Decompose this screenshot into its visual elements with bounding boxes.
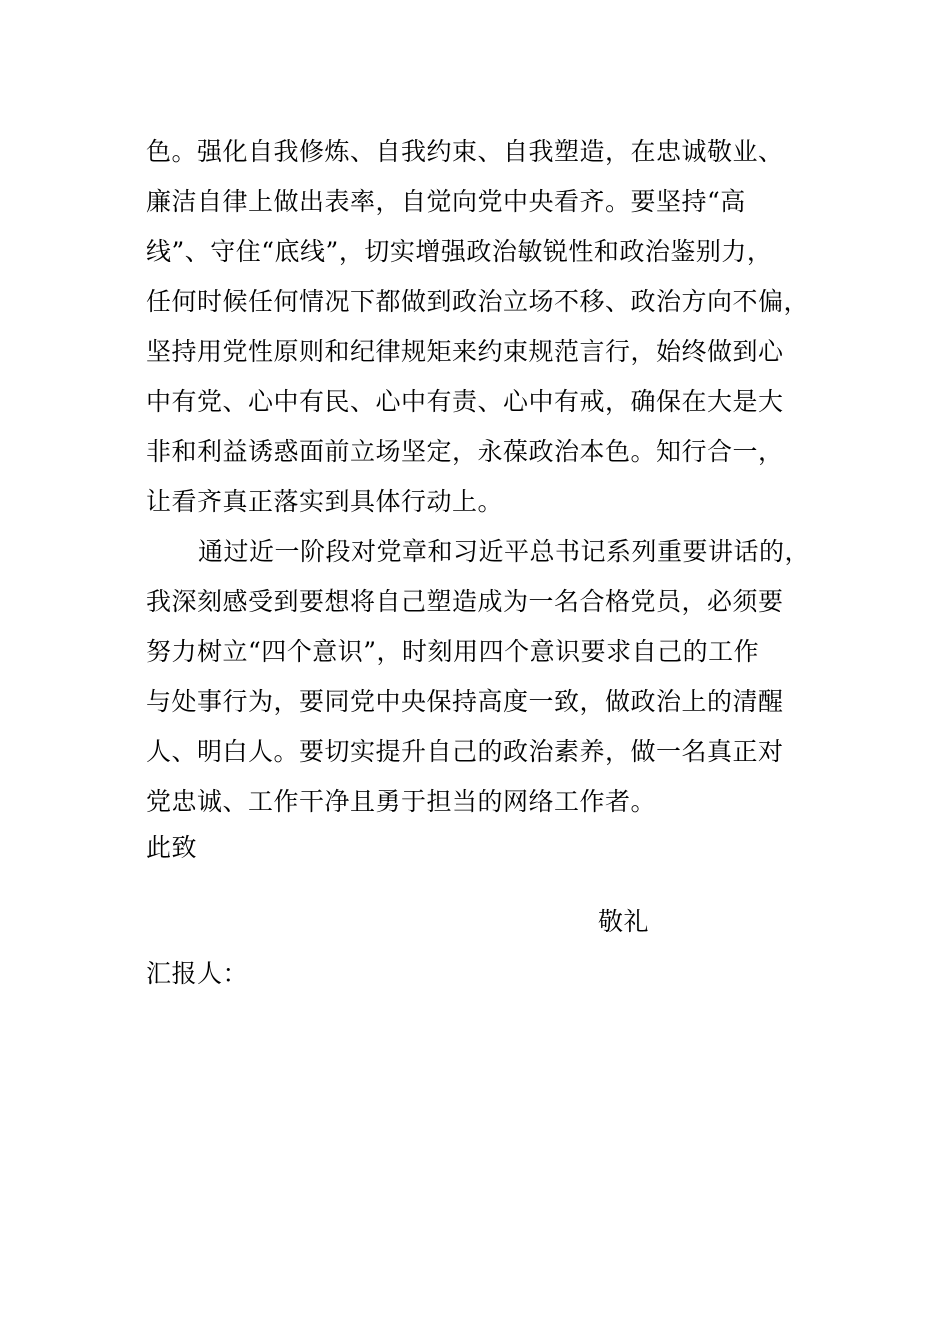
paragraph-1-line-6: 中有党、心中有民、心中有责、心中有戒，确保在大是大: [146, 387, 784, 416]
paragraph-1-line-5: 坚持用党性原则和纪律规矩来约束规范言行，始终做到心: [146, 337, 784, 366]
closing-salutation: 此致: [146, 833, 198, 862]
paragraph-2-line-2: 我深刻感受到要想将自己塑造成为一名合格党员，必须要: [146, 587, 784, 616]
paragraph-2-line-3: 努力树立“四个意识”，时刻用四个意识要求自己的工作: [146, 637, 760, 666]
paragraph-1-line-2: 廉洁自律上做出表率，自觉向党中央看齐。要坚持“高: [146, 187, 746, 216]
paragraph-1-line-7: 非和利益诱惑面前立场坚定，永葆政治本色。知行合一，: [146, 437, 784, 466]
closing-regards: 敬礼: [598, 907, 650, 936]
paragraph-1-line-1: 色。强化自我修炼、自我约束、自我塑造，在忠诚敬业、: [146, 137, 784, 166]
paragraph-2-line-6: 党忠诚、工作干净且勇于担当的网络工作者。: [146, 787, 657, 816]
paragraph-2-line-5: 人、明白人。要切实提升自己的政治素养，做一名真正对: [146, 737, 784, 766]
paragraph-1-line-3: 线”、守住“底线”，切实增强政治敏锐性和政治鉴别力，: [146, 237, 773, 266]
reporter-label: 汇报人：: [146, 959, 249, 988]
paragraph-1-line-4: 任何时候任何情况下都做到政治立场不移、政治方向不偏，: [146, 287, 810, 316]
paragraph-2-line-1: 通过近一阶段对党章和习近平总书记系列重要讲话的，: [198, 537, 811, 566]
paragraph-1-line-8: 让看齐真正落实到具体行动上。: [146, 487, 504, 516]
paragraph-2-line-4: 与处事行为，要同党中央保持高度一致，做政治上的清醒: [146, 687, 784, 716]
